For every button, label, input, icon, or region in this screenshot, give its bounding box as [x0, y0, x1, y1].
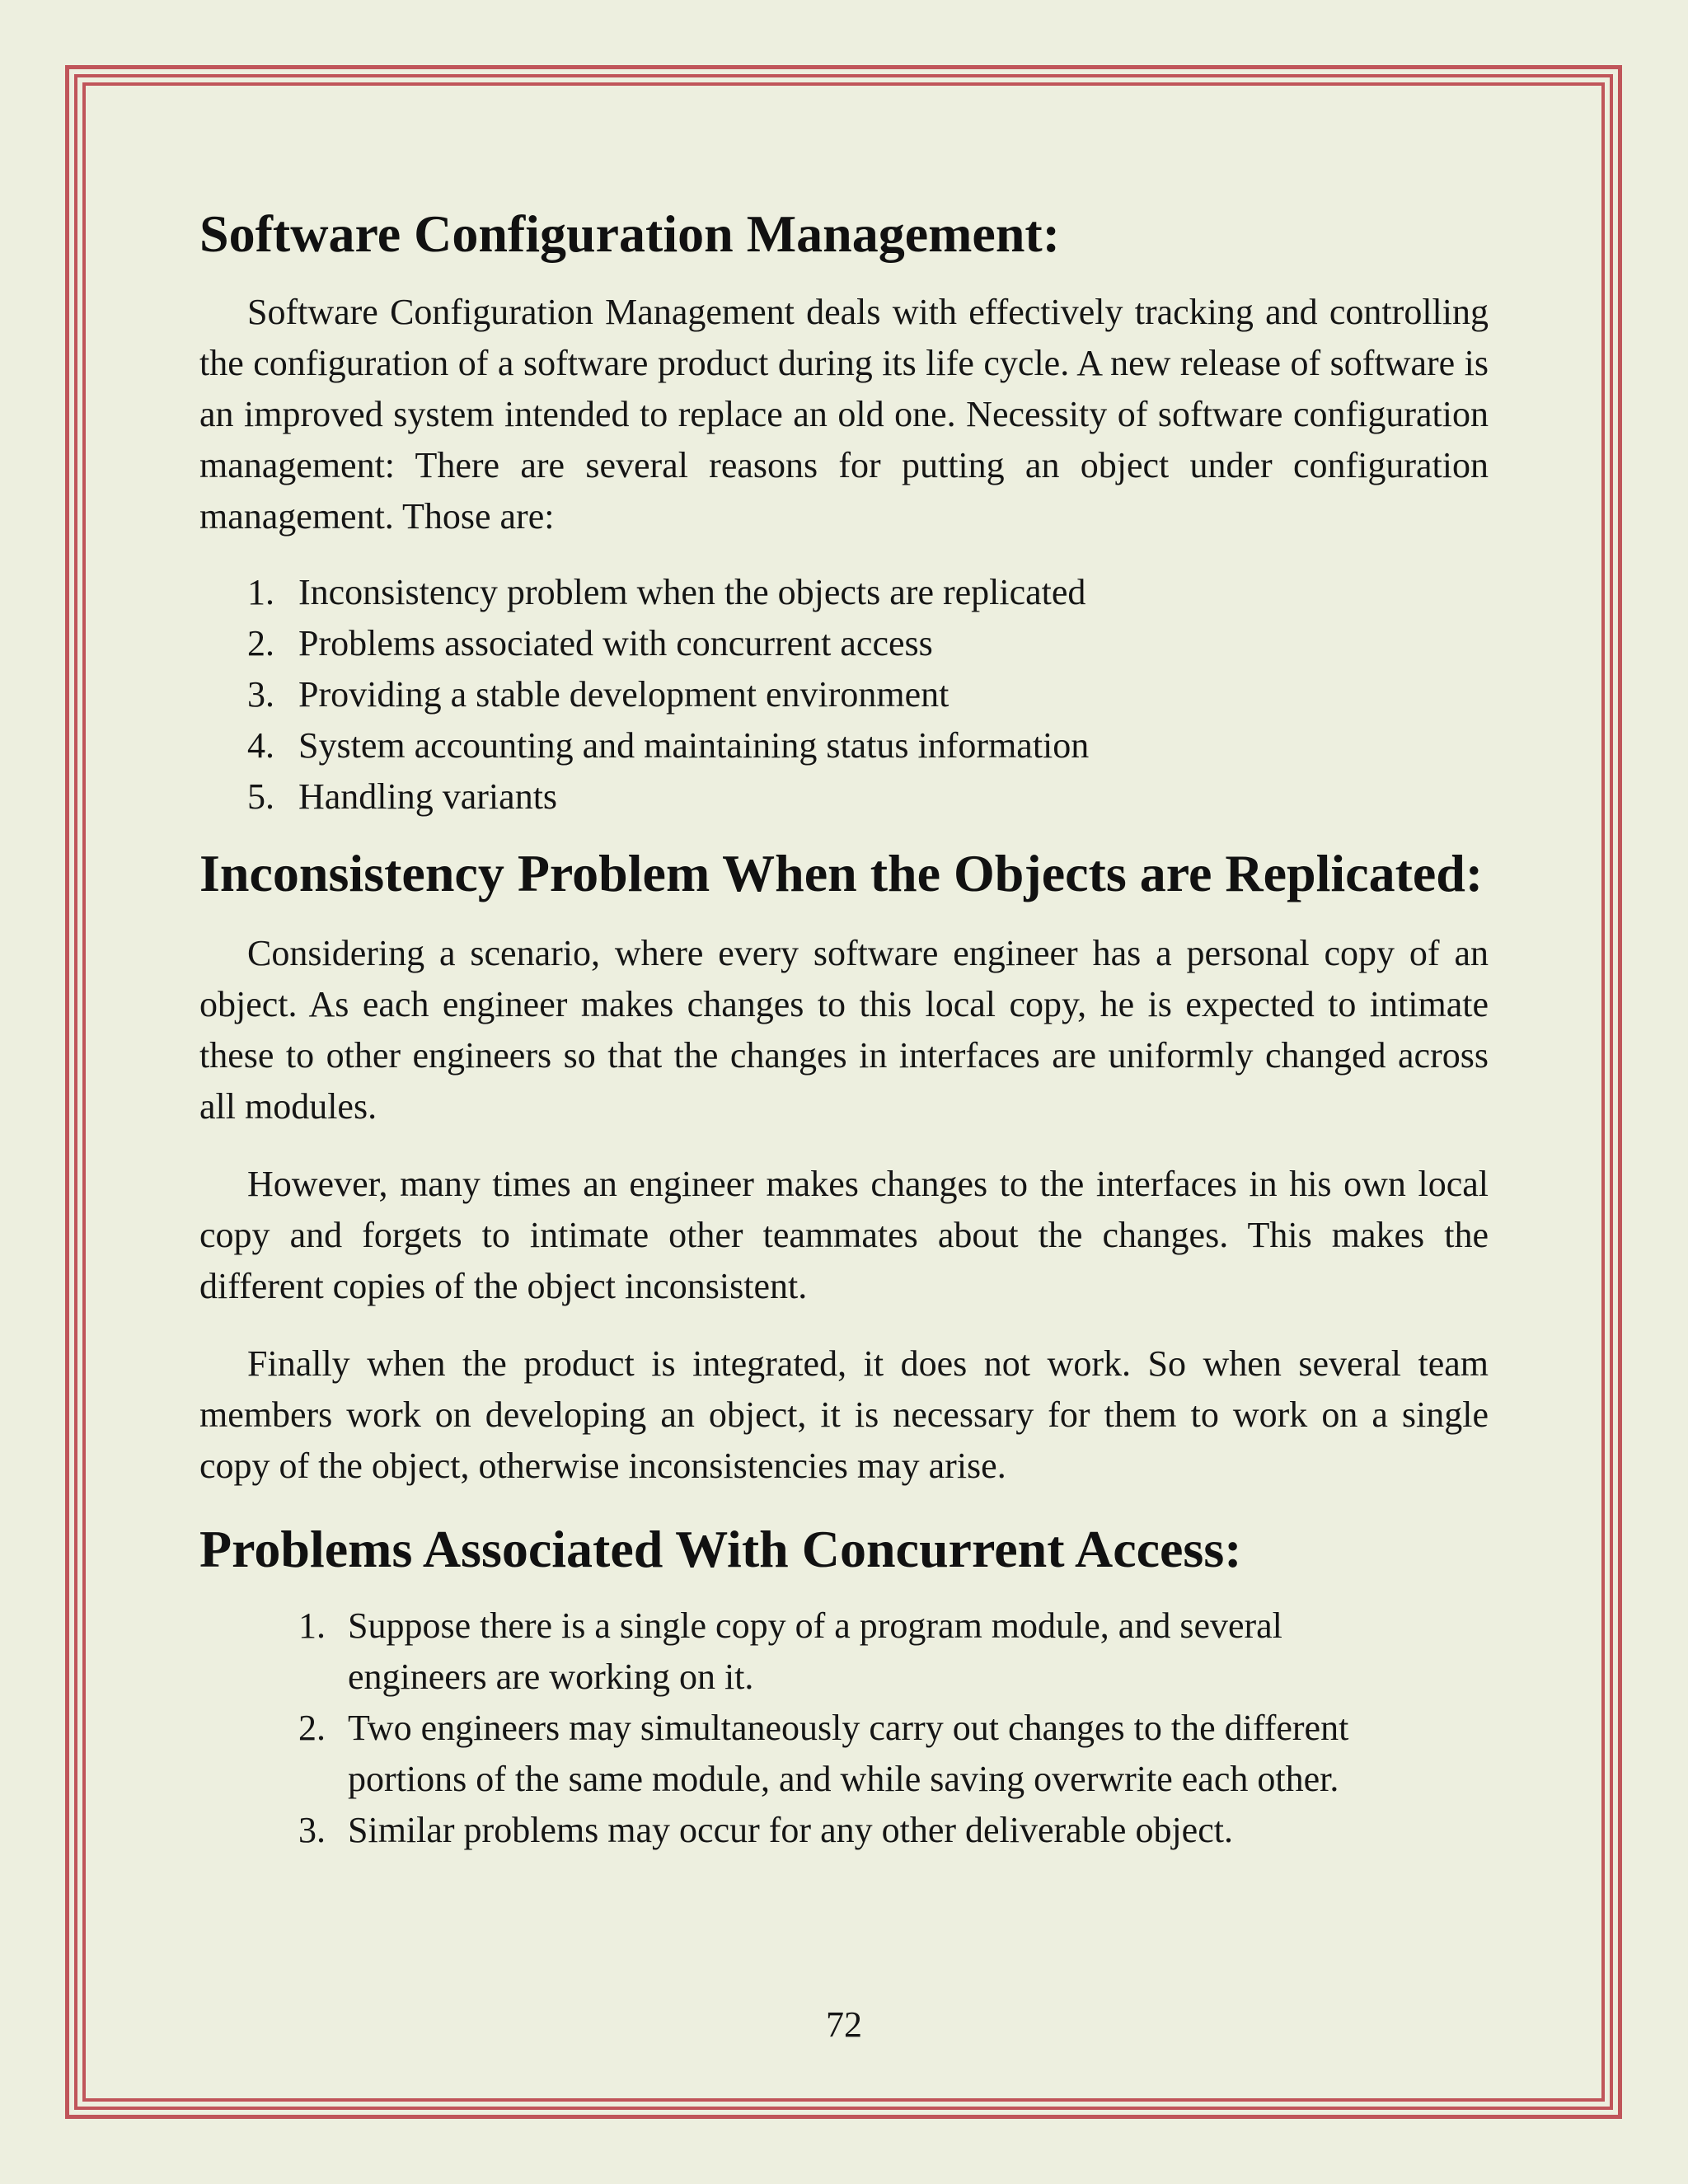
list-item-number: 2.	[247, 623, 274, 663]
list-item	[199, 771, 1489, 823]
list-item	[199, 618, 1489, 669]
list-item	[199, 567, 1489, 618]
list-item	[199, 669, 1489, 720]
list-item-text: Inconsistency problem when the objects are replicated	[298, 572, 1086, 612]
list-item-text: Handling variants	[298, 776, 558, 817]
list-item-number: 1.	[247, 572, 274, 612]
list-item-text: Similar problems may occur for any other deliverable object.	[348, 1810, 1233, 1850]
section-heading-concurrent-access: Problems Associated With Concurrent Access:	[199, 1520, 1242, 1578]
reasons-list	[199, 567, 1489, 823]
section-heading-scm: Software Configuration Management:	[199, 204, 1061, 263]
list-item-text: Providing a stable development environment	[298, 674, 950, 715]
list-item	[199, 1601, 1452, 1703]
list-item-number: 4.	[247, 725, 274, 766]
page-number: 72	[826, 2004, 862, 2045]
inconsistency-paragraph-2: However, many times an engineer makes changes to the interfaces in his own local copy and forgets to intimate other teammates about the changes. This makes the different copies of the object inconsistent.	[199, 1164, 1489, 1306]
list-item-number: 1.	[298, 1605, 326, 1646]
inconsistency-paragraph-1: Considering a scenario, where every software engineer has a personal copy of an object. As each engineer makes changes to this local copy, he is expected to intimate these to other engineers so that the changes in interfaces are uniformly changed across all modules.	[199, 933, 1489, 1127]
list-item	[199, 1703, 1452, 1805]
list-item-text: Suppose there is a single copy of a program module, and several engineers are working on it.	[348, 1605, 1282, 1697]
list-item-text: Two engineers may simultaneously carry out changes to the different portions of the same module, and while saving overwrite each other.	[348, 1708, 1349, 1799]
inconsistency-paragraph-3: Finally when the product is integrated, it does not work. So when several team members work on developing an object, it is necessary for them to work on a single copy of the object, otherwise inconsistencies may arise.	[199, 1343, 1489, 1486]
list-item	[199, 720, 1489, 771]
list-item-number: 5.	[247, 776, 274, 817]
list-item-text: Problems associated with concurrent access	[298, 623, 933, 663]
list-item-number: 2.	[298, 1708, 326, 1748]
concurrent-access-list	[199, 1601, 1452, 1856]
list-item-number: 3.	[247, 674, 274, 715]
list-item-text: System accounting and maintaining status information	[298, 725, 1090, 766]
section-heading-inconsistency: Inconsistency Problem When the Objects are Replicated:	[199, 844, 1484, 902]
scm-intro-paragraph: Software Configuration Management deals with effectively tracking and controlling the configuration of a software product during its life cycle. A new release of software is an improved system intended to replace an old one. Necessity of software configuration management: There are several reasons for putting an object under configuration management. Those are:	[199, 292, 1489, 537]
page-content	[199, 198, 1489, 1856]
list-item-number: 3.	[298, 1810, 326, 1850]
list-item	[199, 1805, 1452, 1856]
